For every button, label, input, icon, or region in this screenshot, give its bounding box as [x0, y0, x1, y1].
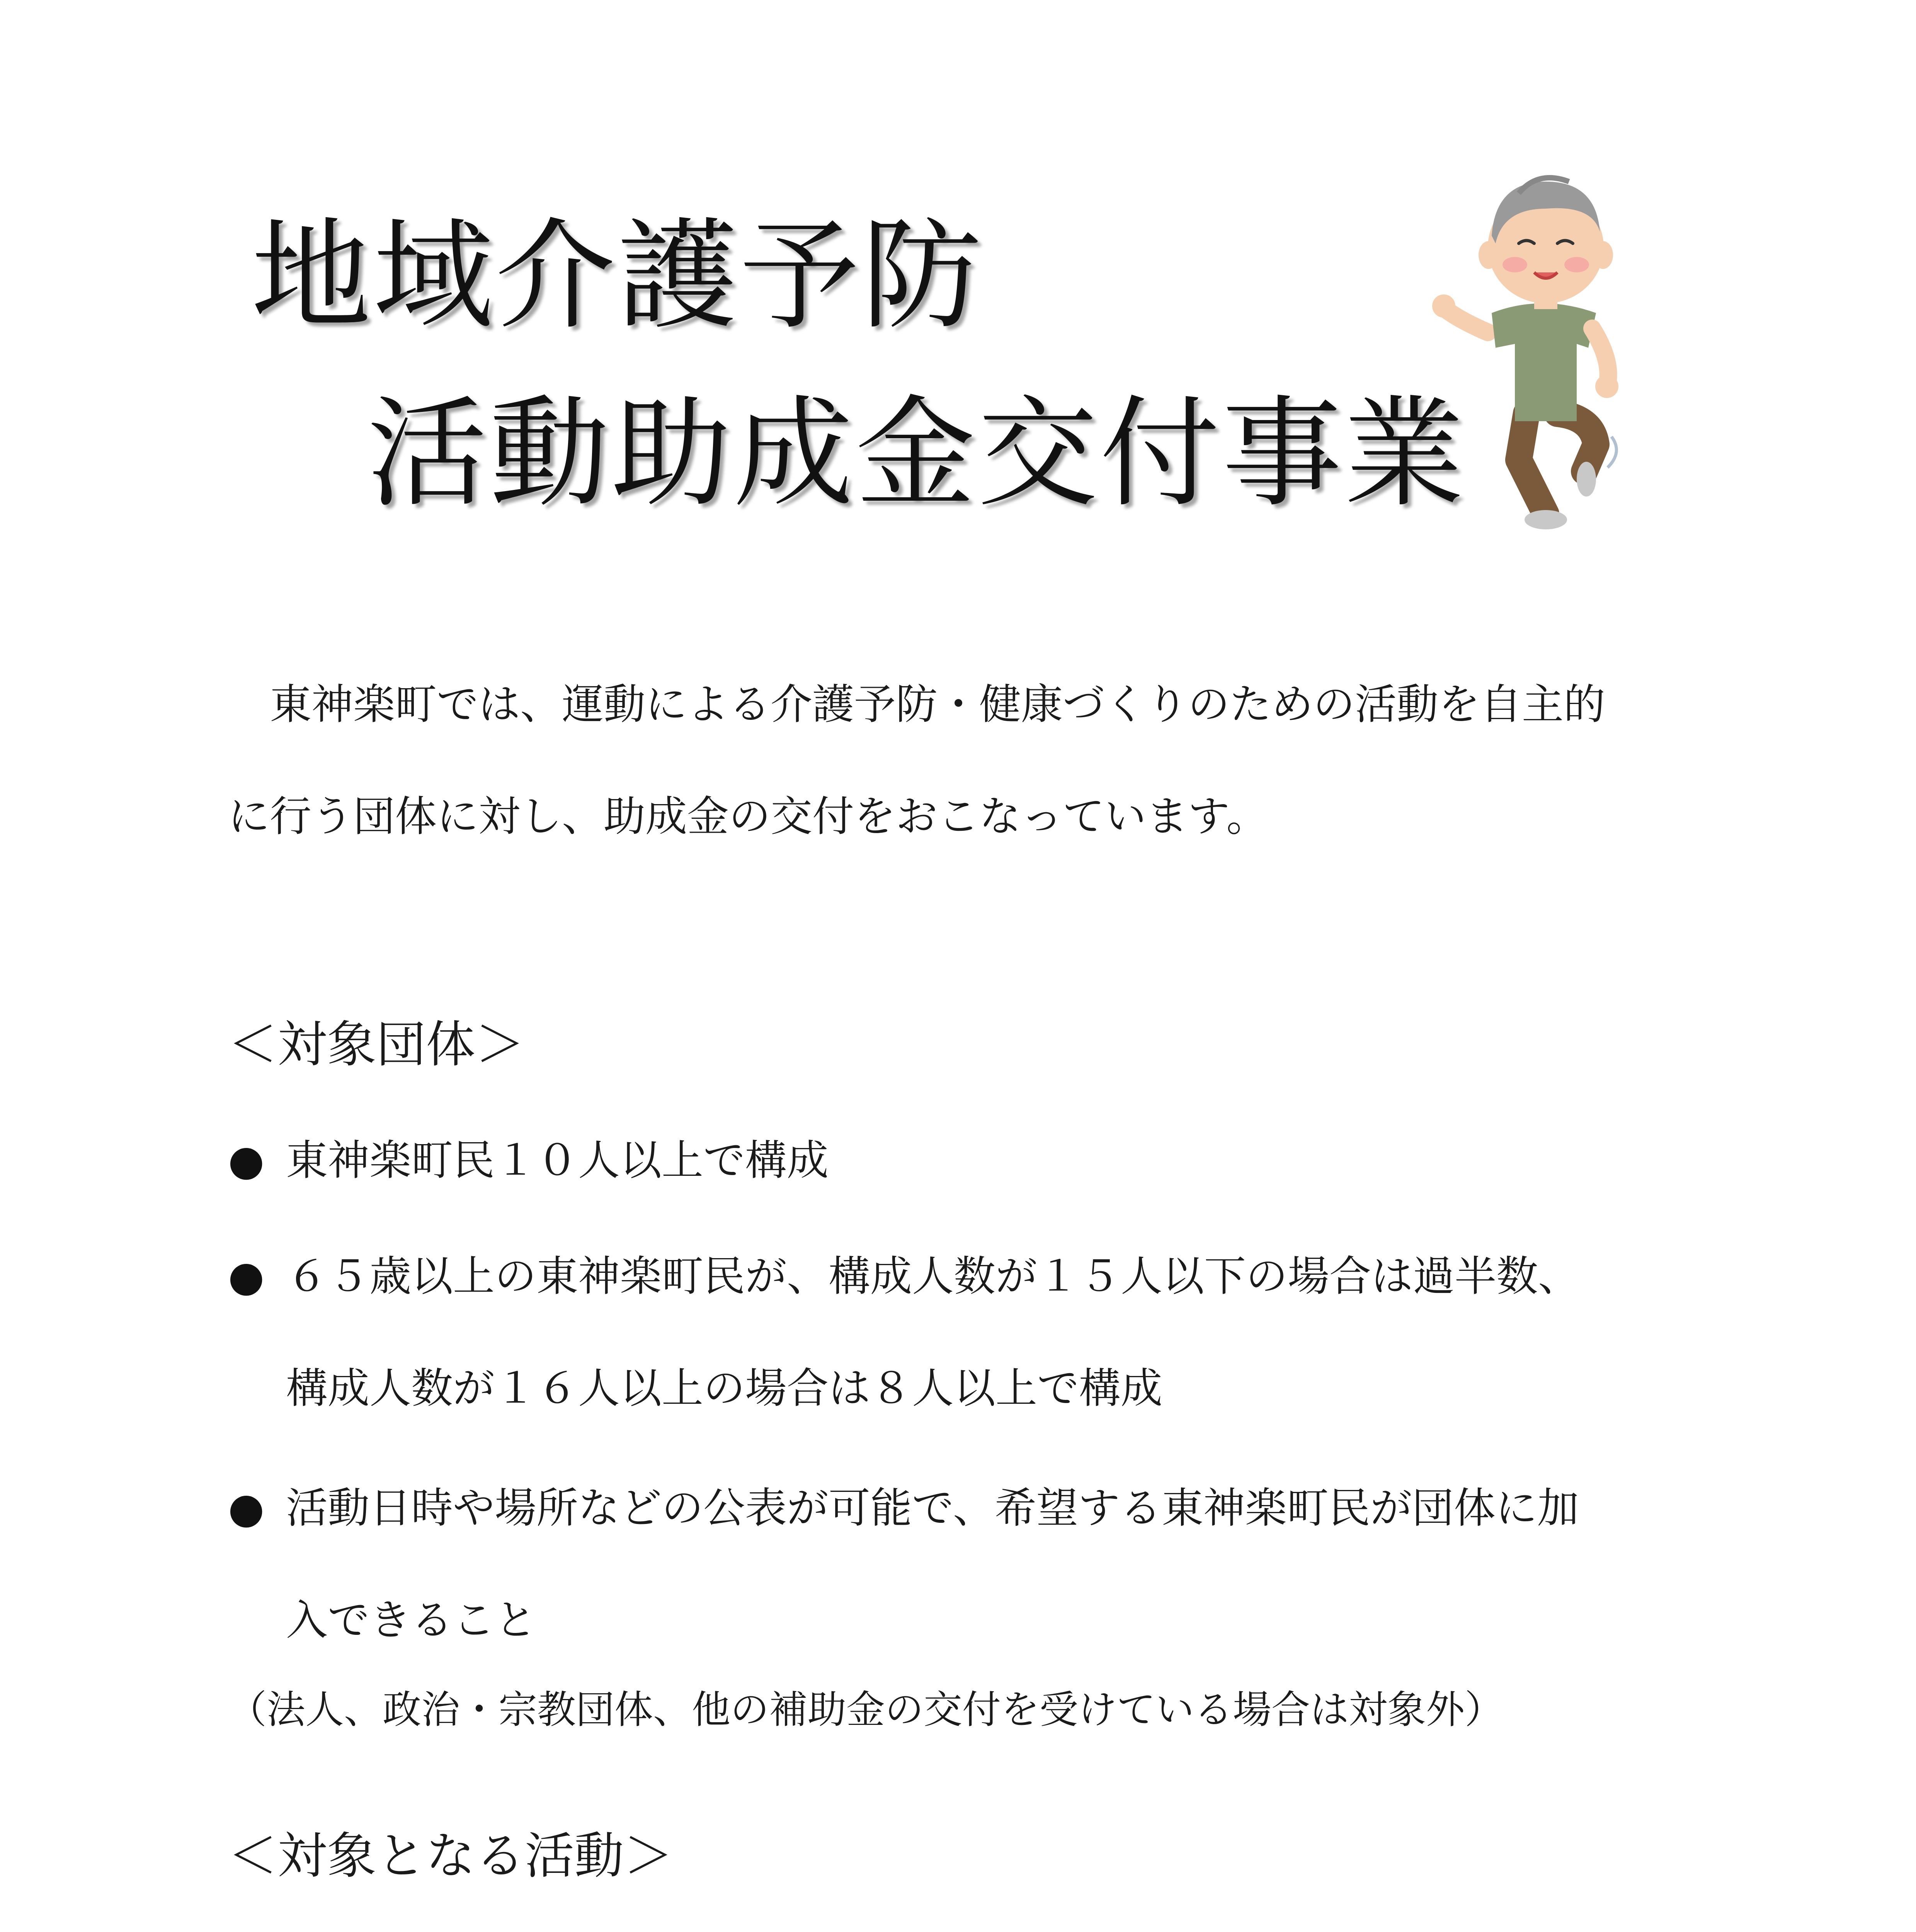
bullet-icon: ●	[228, 1136, 265, 1185]
page-title-line-1: 地域介護予防	[251, 206, 984, 346]
target-activities-heading: ＜対象となる活動＞	[228, 1827, 674, 1885]
bullet-icon: ●	[228, 1484, 265, 1532]
target-groups-note: （法人、政治・宗教団体、他の補助金の交付を受けている場合は対象外）	[228, 1687, 1503, 1732]
target-groups-heading: ＜対象団体＞	[228, 1016, 525, 1073]
target-group-item-2-line-1: ６５歳以上の東神楽町民が、構成人数が１５人以下の場合は過半数、	[286, 1252, 1580, 1301]
elderly-man-exercising-icon	[1430, 166, 1669, 545]
intro-line-1: 東神楽町では、運動による介護予防・健康づくりのための活動を自主的	[228, 680, 1606, 729]
target-group-item-3-line-2: 入できること	[286, 1596, 537, 1645]
bullet-icon: ●	[228, 1252, 265, 1301]
target-group-item-3-line-1: 活動日時や場所などの公表が可能で、希望する東神楽町民が団体に加	[286, 1484, 1579, 1532]
page-title-line-2: 活動助成金交付事業	[367, 384, 1466, 524]
target-group-item-1: 東神楽町民１０人以上で構成	[286, 1136, 829, 1185]
target-group-item-2-line-2: 構成人数が１６人以上の場合は８人以上で構成	[286, 1364, 1163, 1413]
intro-line-2: に行う団体に対し、助成金の交付をおこなっています。	[228, 793, 1268, 841]
